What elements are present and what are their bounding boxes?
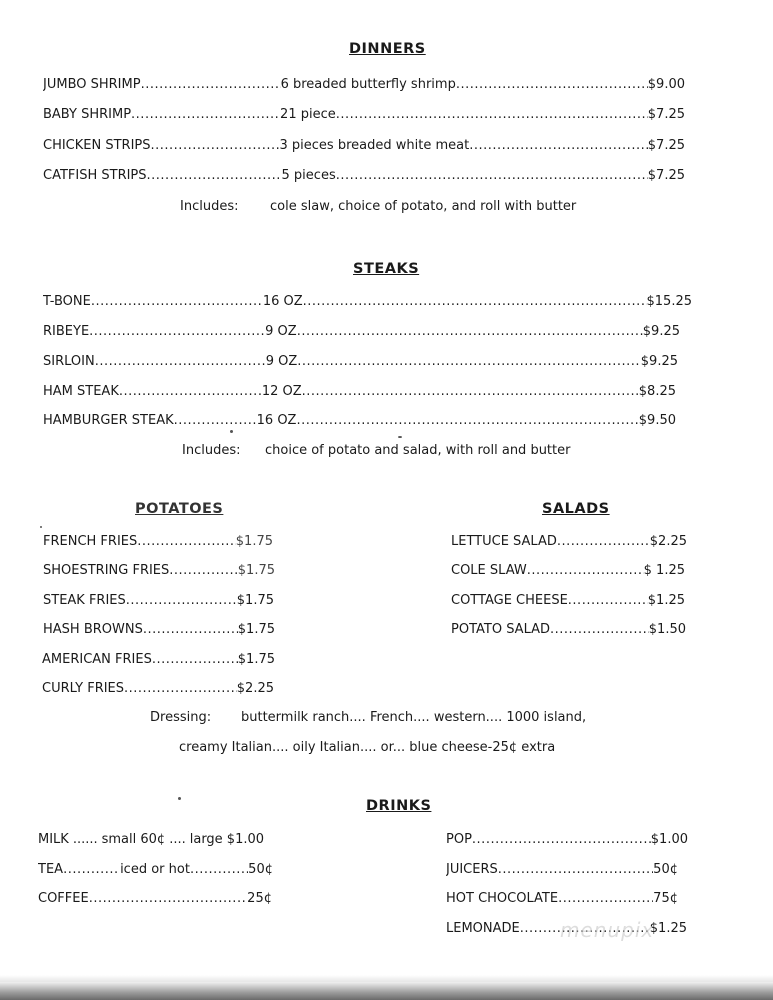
item-name: COTTAGE CHEESE <box>451 593 568 608</box>
leader-dots <box>89 890 247 908</box>
leader-dots <box>302 383 639 401</box>
item-price: $1.75 <box>237 563 275 578</box>
menu-item <box>38 831 288 849</box>
item-desc: 16 OZ <box>262 294 303 309</box>
menu-item <box>42 680 274 698</box>
leader-dots <box>147 167 282 185</box>
menu-item <box>43 383 676 401</box>
item-name: CATFISH STRIPS <box>43 168 147 183</box>
drinks-heading: DRINKS <box>366 798 432 814</box>
leader-dots <box>63 861 120 879</box>
dressing-label: Dressing: <box>150 710 212 725</box>
item-price: $1.25 <box>647 593 685 608</box>
menu-item <box>43 562 275 580</box>
leader-dots <box>91 293 263 311</box>
item-name: SHOESTRING FRIES <box>43 563 170 578</box>
menu-item <box>43 592 274 610</box>
leader-dots <box>89 323 265 341</box>
menu-item <box>38 890 272 908</box>
leader-dots <box>336 167 648 185</box>
leader-dots <box>297 353 641 371</box>
item-name: LETTUCE SALAD <box>451 534 557 549</box>
item-name: POTATO SALAD <box>451 622 551 637</box>
item-name: RIBEYE <box>43 324 90 339</box>
item-name: HASH BROWNS <box>43 622 143 637</box>
menu-item <box>451 533 687 551</box>
dressing-options: buttermilk ranch.... French.... western.... 1000 island, <box>241 710 587 725</box>
leader-dots <box>296 412 638 430</box>
item-name: T-BONE <box>43 294 91 309</box>
menu-item <box>43 533 273 551</box>
leader-dots <box>568 592 648 610</box>
item-name: MILK <box>38 832 69 847</box>
item-name: POP <box>446 832 472 847</box>
item-name: CHICKEN STRIPS <box>43 138 151 153</box>
menu-item <box>43 621 275 639</box>
item-name: COLE SLAW <box>451 563 527 578</box>
item-desc: 9 OZ <box>265 324 297 339</box>
leader-dots <box>126 592 237 610</box>
leader-dots <box>152 651 238 669</box>
leader-dots <box>169 562 238 580</box>
leader-dots <box>143 621 238 639</box>
item-name: AMERICAN FRIES <box>42 652 152 667</box>
steaks-heading: STEAKS <box>353 261 420 277</box>
leader-dots <box>557 533 650 551</box>
item-name: COFFEE <box>38 891 89 906</box>
leader-dots <box>469 137 648 155</box>
item-desc: 9 OZ <box>265 354 298 369</box>
item-price: $2.25 <box>649 534 687 549</box>
item-name: HAM STEAK <box>43 384 119 399</box>
menu-item <box>43 323 680 341</box>
item-name: FRENCH FRIES <box>43 534 138 549</box>
leader-dots <box>297 323 643 341</box>
includes-text: cole slaw, choice of potato, and roll with butter <box>270 199 577 214</box>
menu-item <box>451 562 685 580</box>
item-name: BABY SHRIMP <box>43 107 132 122</box>
item-name: HAMBURGER STEAK <box>43 413 174 428</box>
includes-text: choice of potato and salad, with roll and butter <box>265 443 571 458</box>
item-price: $ 1.25 <box>643 563 685 578</box>
leader-dots <box>498 861 653 879</box>
menu-item <box>451 621 686 639</box>
watermark-logo: menupix <box>560 918 655 942</box>
item-name: TEA <box>38 862 64 877</box>
leader-dots <box>119 383 262 401</box>
leader-dots: ...... <box>72 832 98 847</box>
leader-dots <box>95 353 266 371</box>
leader-dots <box>141 76 281 94</box>
leader-dots <box>303 293 647 311</box>
item-desc: 16 OZ <box>256 413 297 428</box>
dinners-heading: DINNERS <box>349 41 426 57</box>
dressing-line-1 <box>150 709 586 727</box>
item-price: $9.25 <box>640 354 678 369</box>
includes-label: Includes: <box>182 443 241 458</box>
potatoes-heading: POTATOES <box>135 501 224 517</box>
dressing-line-2: creamy Italian.... oily Italian.... or... blue cheese-25¢ extra <box>179 740 556 755</box>
page-bottom-edge <box>0 982 773 1000</box>
leader-dots <box>174 412 257 430</box>
leader-dots <box>131 106 280 124</box>
item-price: $9.25 <box>642 324 680 339</box>
item-desc: iced or hot <box>120 862 190 877</box>
menu-item <box>43 293 692 311</box>
leader-dots <box>151 137 280 155</box>
item-price: $9.00 <box>647 77 685 92</box>
item-desc: 5 pieces <box>281 168 336 183</box>
leader-dots <box>558 890 653 908</box>
item-price: $1.75 <box>236 593 274 608</box>
item-desc: 3 pieces breaded white meat <box>279 138 470 153</box>
item-price: $1.75 <box>237 652 275 667</box>
menu-item <box>43 353 678 371</box>
menu-item <box>43 412 676 430</box>
item-desc: small 60¢ <box>101 832 166 847</box>
menu-item <box>43 106 685 124</box>
item-price: 75¢ <box>653 891 678 906</box>
item-price: $1.50 <box>648 622 686 637</box>
menu-item <box>451 592 685 610</box>
menu-item <box>43 167 685 185</box>
item-price: large $1.00 <box>189 832 265 847</box>
item-price: $1.75 <box>235 534 273 549</box>
item-desc: 6 breaded butterfly shrimp <box>280 77 456 92</box>
item-name: CURLY FRIES <box>42 681 125 696</box>
leader-dots <box>137 533 236 551</box>
menu-item <box>446 890 678 908</box>
item-price: 50¢ <box>653 862 678 877</box>
item-name: LEMONADE <box>446 921 520 936</box>
item-price: $9.50 <box>638 413 676 428</box>
leader-dots <box>336 106 648 124</box>
dinners-includes <box>180 198 576 216</box>
steaks-includes <box>182 442 570 460</box>
item-price: $8.25 <box>638 384 676 399</box>
menu-item <box>43 76 685 94</box>
item-name: JUMBO SHRIMP <box>43 77 141 92</box>
item-price: $1.25 <box>649 921 687 936</box>
menu-item <box>38 861 273 879</box>
leader-dots <box>124 680 237 698</box>
item-name: STEAK FRIES <box>43 593 126 608</box>
item-price: $15.25 <box>646 294 692 309</box>
salads-heading: SALADS <box>542 501 610 517</box>
item-price: $7.25 <box>647 138 685 153</box>
item-price: 50¢ <box>248 862 273 877</box>
item-price: $7.25 <box>647 168 685 183</box>
item-price: $2.25 <box>236 681 274 696</box>
item-price: 25¢ <box>247 891 272 906</box>
item-name: SIRLOIN <box>43 354 95 369</box>
item-name: HOT CHOCOLATE <box>446 891 559 906</box>
item-desc: 12 OZ <box>261 384 302 399</box>
leader-dots: .... <box>169 832 186 847</box>
includes-label: Includes: <box>180 199 239 214</box>
item-price: $1.00 <box>650 832 688 847</box>
leader-dots <box>472 831 651 849</box>
leader-dots <box>527 562 644 580</box>
item-price: $7.25 <box>647 107 685 122</box>
menu-item <box>446 831 688 849</box>
menu-item <box>446 861 678 879</box>
menu-item <box>42 651 275 669</box>
item-desc: 21 piece <box>280 107 336 122</box>
leader-dots <box>190 861 248 879</box>
leader-dots <box>550 621 649 639</box>
item-price: $1.75 <box>237 622 275 637</box>
menu-item <box>43 137 685 155</box>
item-name: JUICERS <box>446 862 498 877</box>
leader-dots <box>456 76 648 94</box>
